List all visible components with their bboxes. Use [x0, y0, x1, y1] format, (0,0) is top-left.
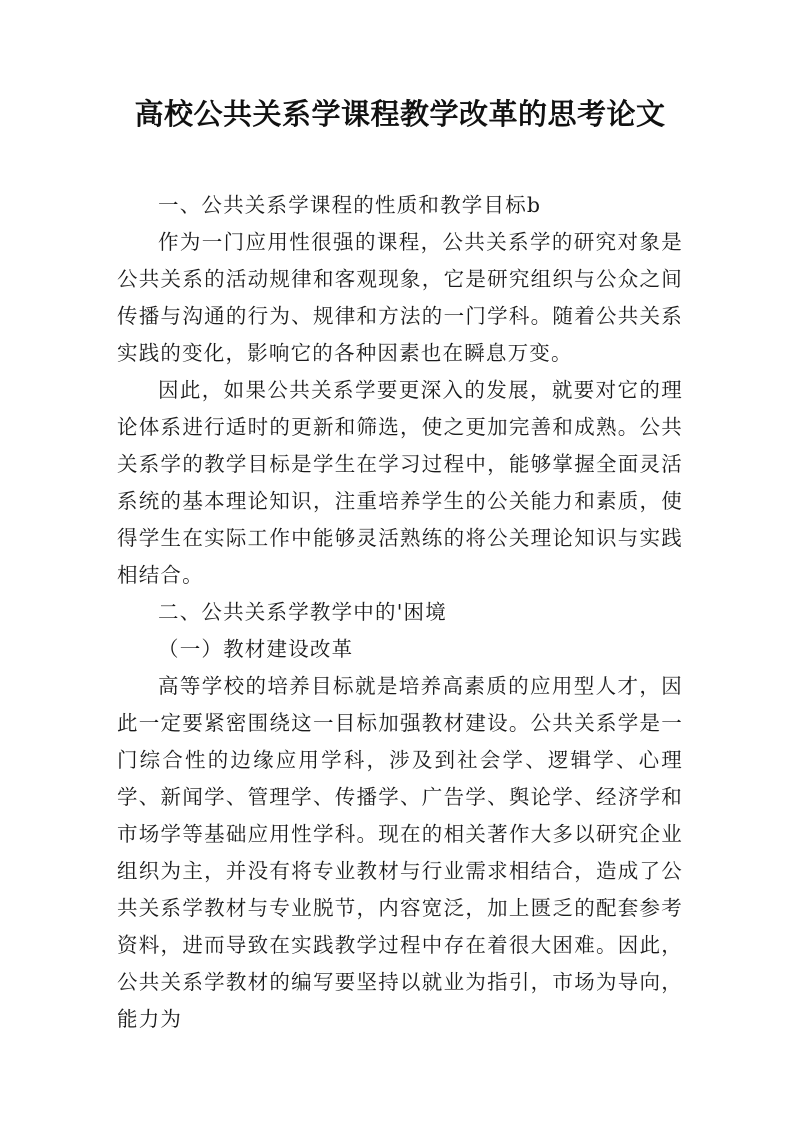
paragraph-1: 作为一门应用性很强的课程，公共关系学的研究对象是公共关系的活动规律和客观现象，它是研究组织与公众之间传播与沟通的行为、规律和方法的一门学科。随着公共关系实践的变化，影响它的各种因素也在瞬息万变。 — [117, 230, 683, 365]
document-title: 高校公共关系学课程教学改革的思考论文 — [134, 97, 666, 131]
section-heading-1: 一、公共关系学课程的性质和教学目标b — [158, 193, 542, 217]
paragraph-3: 高等学校的培养目标就是培养高素质的应用型人才，因此一定要紧密围绕这一目标加强教材建设。公共关系学是一门综合性的边缘应用学科，涉及到社会学、逻辑学、心理学、新闻学、管理学、传播学、广告学、舆论学、经济学和市场学等基础应用性学科。现在的相关著作大多以研究企业组织为主，并没有将专业教材与行业需求相结合，造成了公共关系学教材与专业脱节，内容宽泛，加上匮乏的配套参考资料，进而导致在实践教学过程中存在着很大困难。因此，公共关系学教材的编写要坚持以就业为指引，市场为导向，能力为 — [117, 674, 683, 1031]
document-body — [117, 187, 683, 1038]
subsection-heading-1: （一）教材建设改革 — [158, 637, 354, 661]
paragraph-2: 因此，如果公共关系学要更深入的发展，就要对它的理论体系进行适时的更新和筛选，使之更加完善和成熟。公共关系学的教学目标是学生在学习过程中，能够掌握全面灵活系统的基本理论知识，注重培养学生的公关能力和素质，使得学生在实际工作中能够灵活熟练的将公关理论知识与实践相结合。 — [117, 378, 683, 587]
section-heading-2: 二、公共关系学教学中的'困境 — [158, 600, 447, 624]
